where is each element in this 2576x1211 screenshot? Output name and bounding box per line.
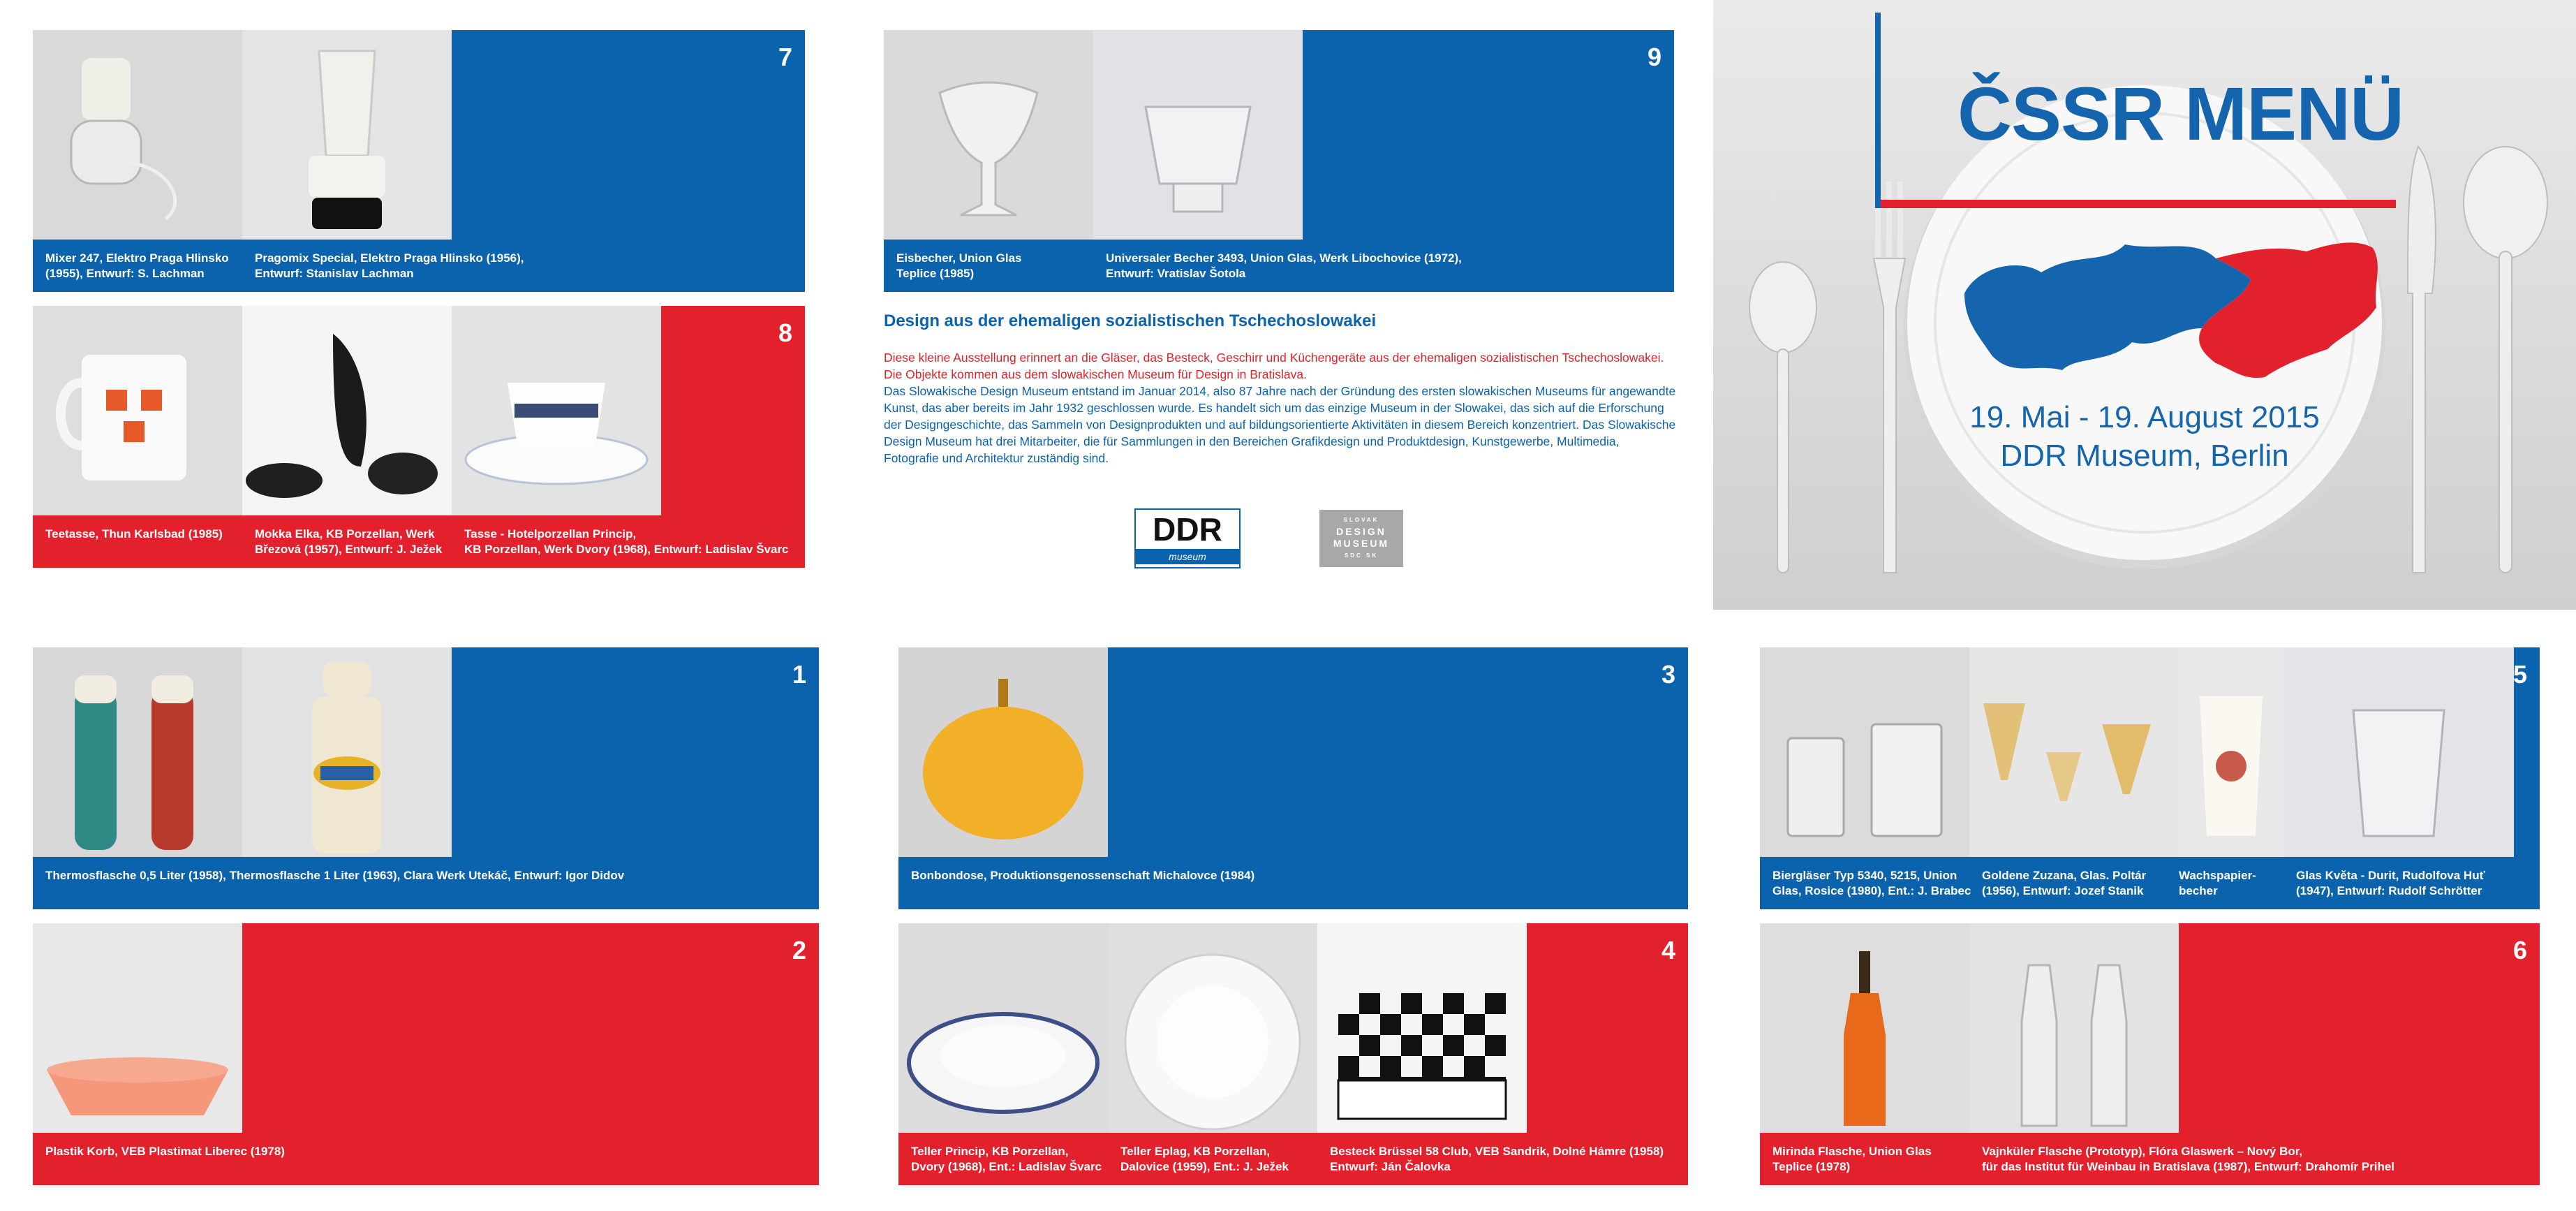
poster-venue: DDR Museum, Berlin [2000, 439, 2289, 473]
sdm-logo-line: MUSEUM [1333, 538, 1390, 549]
panel-number: 7 [778, 43, 792, 71]
photo-teller-eplag [1108, 923, 1317, 1133]
panel-number: 2 [792, 936, 806, 964]
caption: Mirinda Flasche, Union Glas Teplice (1978) [1772, 1145, 1932, 1173]
photo-bierglaeser [1760, 647, 1969, 857]
panel-number: 4 [1661, 936, 1675, 964]
caption: Teetasse, Thun Karlsbad (1985) [45, 527, 223, 541]
photo-thermos-small [33, 647, 242, 857]
photo-eisbecher [884, 30, 1093, 240]
ddr-museum-logo [1134, 508, 1241, 568]
photo-pragomix [242, 30, 452, 240]
photo-mirinda [1760, 923, 1969, 1133]
photo-goldene-zuzana [1969, 647, 2179, 857]
panel-5 [1760, 647, 2540, 909]
intro-paragraph [884, 349, 1676, 467]
photo-mokka [242, 306, 452, 515]
intro-text-red: Diese kleine Ausstellung erinnert an die Gläser, das Besteck, Geschirr und Küchengeräte aus der ehemaligen sozialistischen Tschechoslowakei. Die Objekte kommen aus dem slowakischen Museum für Design in Bratislava. [884, 351, 1664, 381]
caption: Eisbecher, Union Glas Teplice (1985) [896, 251, 1022, 280]
intro-text-blue: Das Slowakische Design Museum entstand im Januar 2014, also 87 Jahre nach der Gründung des ersten slowakischen Museums für angewandte Kunst, das aber bereits im Jahr 1932 geschlossen wurde. Es handelt sich um das einzige Museum in der Slowakei, das sich auf die Erforschung der Designgeschichte, das Sammeln von Designprodukten und auf bildungsorientierte Aktivitäten in diesem Bereich konzentriert. Das Slowakische Design Museum hat drei Mitarbeiter, die für Sammlungen in den Bereichen Grafikdesign und Produktdesign, Kunstgewerbe, Multimedia, Fotografie und Architektur zuständig sind. [884, 384, 1676, 465]
photo-wachspapierbecher [2179, 647, 2283, 857]
caption: Tasse - Hotelporzellan Princip, KB Porzellan, Werk Dvory (1968), Entwurf: Ladislav Švarc [464, 527, 789, 556]
poster-date: 19. Mai - 19. August 2015 [1969, 400, 2320, 434]
photo-korb [33, 923, 242, 1133]
caption: Besteck Brüssel 58 Club, VEB Sandrik, Dolné Hámre (1958) Entwurf: Ján Čalovka [1330, 1145, 1664, 1173]
caption: Vajnküler Flasche (Prototyp), Flóra Glaswerk – Nový Bor, für das Institut für Weinbau in Bratislava (1987), Entwurf: Drahomír Prihel [1982, 1145, 2395, 1173]
panel-number: 5 [2512, 660, 2527, 689]
panel-number: 3 [1661, 660, 1675, 689]
panel-4 [898, 923, 1688, 1185]
photo-teetasse [33, 306, 242, 515]
panel-number: 6 [2512, 936, 2527, 964]
panel-7 [33, 30, 805, 292]
photo-becher [1093, 30, 1303, 240]
caption: Pragomix Special, Elektro Praga Hlinsko (1956), Entwurf: Stanislav Lachman [255, 251, 524, 280]
panel-2 [33, 923, 819, 1185]
panel-6 [1760, 923, 2540, 1185]
caption: Biergläser Typ 5340, 5215, Union Glas, Rosice (1980), Ent.: J. Brabec [1772, 869, 1971, 897]
panel-1 [33, 647, 819, 909]
photo-bonbondose [898, 647, 1108, 857]
ddr-logo-text: DDR [1153, 511, 1222, 548]
caption: Universaler Becher 3493, Union Glas, Werk Libochovice (1972), Entwurf: Vratislav Šotola [1106, 251, 1462, 280]
photo-vajnkueler [1969, 923, 2179, 1133]
poster-title: ČSSR MENÜ [1957, 71, 2404, 156]
photo-tasse [452, 306, 661, 515]
caption: Thermosflasche 0,5 Liter (1958), Thermosflasche 1 Liter (1963), Clara Werk Utekáč, Entwurf: Igor Didov [45, 869, 625, 882]
panel-number: 1 [792, 660, 806, 689]
caption: Plastik Korb, VEB Plastimat Liberec (1978) [45, 1145, 285, 1158]
caption: Wachspapier- becher [2179, 869, 2256, 897]
photo-glas-kveta [2283, 647, 2514, 857]
panel-number: 9 [1647, 43, 1661, 71]
caption: Mokka Elka, KB Porzellan, Werk Březová (1957), Entwurf: J. Ježek [255, 527, 443, 556]
sdm-logo-line: SLOVAK [1343, 517, 1379, 523]
sdm-logo-line: SDC SK [1344, 552, 1379, 559]
caption: Teller Princip, KB Porzellan, Dvory (1968), Ent.: Ladislav Švarc [911, 1145, 1102, 1173]
caption: Mixer 247, Elektro Praga Hlinsko (1955), Entwurf: S. Lachman [45, 251, 229, 280]
poster [1713, 0, 2576, 610]
photo-thermos-large [242, 647, 452, 857]
panel-3 [898, 647, 1688, 909]
caption: Glas Květa - Durit, Rudolfova Huť (1947), Entwurf: Rudolf Schrötter [2296, 869, 2485, 897]
caption: Teller Eplag, KB Porzellan, Dalovice (1959), Ent.: J. Ježek [1120, 1145, 1289, 1173]
panel-number: 8 [778, 318, 792, 347]
panel-8 [33, 306, 805, 568]
photo-teller-princip [898, 923, 1108, 1133]
panel-9 [884, 30, 1674, 292]
photo-besteck [1317, 923, 1527, 1133]
ddr-logo-sub: museum [1136, 549, 1239, 564]
slovak-design-museum-logo [1319, 510, 1403, 567]
photo-mixer [33, 30, 242, 240]
caption: Bonbondose, Produktionsgenossenschaft Michalovce (1984) [911, 869, 1255, 882]
sdm-logo-line: DESIGN [1336, 526, 1386, 537]
caption: Goldene Zuzana, Glas. Poltár (1956), Entwurf: Jozef Stanik [1982, 869, 2147, 897]
intro-heading: Design aus der ehemaligen sozialistischen Tschechoslowakei [884, 311, 1377, 330]
